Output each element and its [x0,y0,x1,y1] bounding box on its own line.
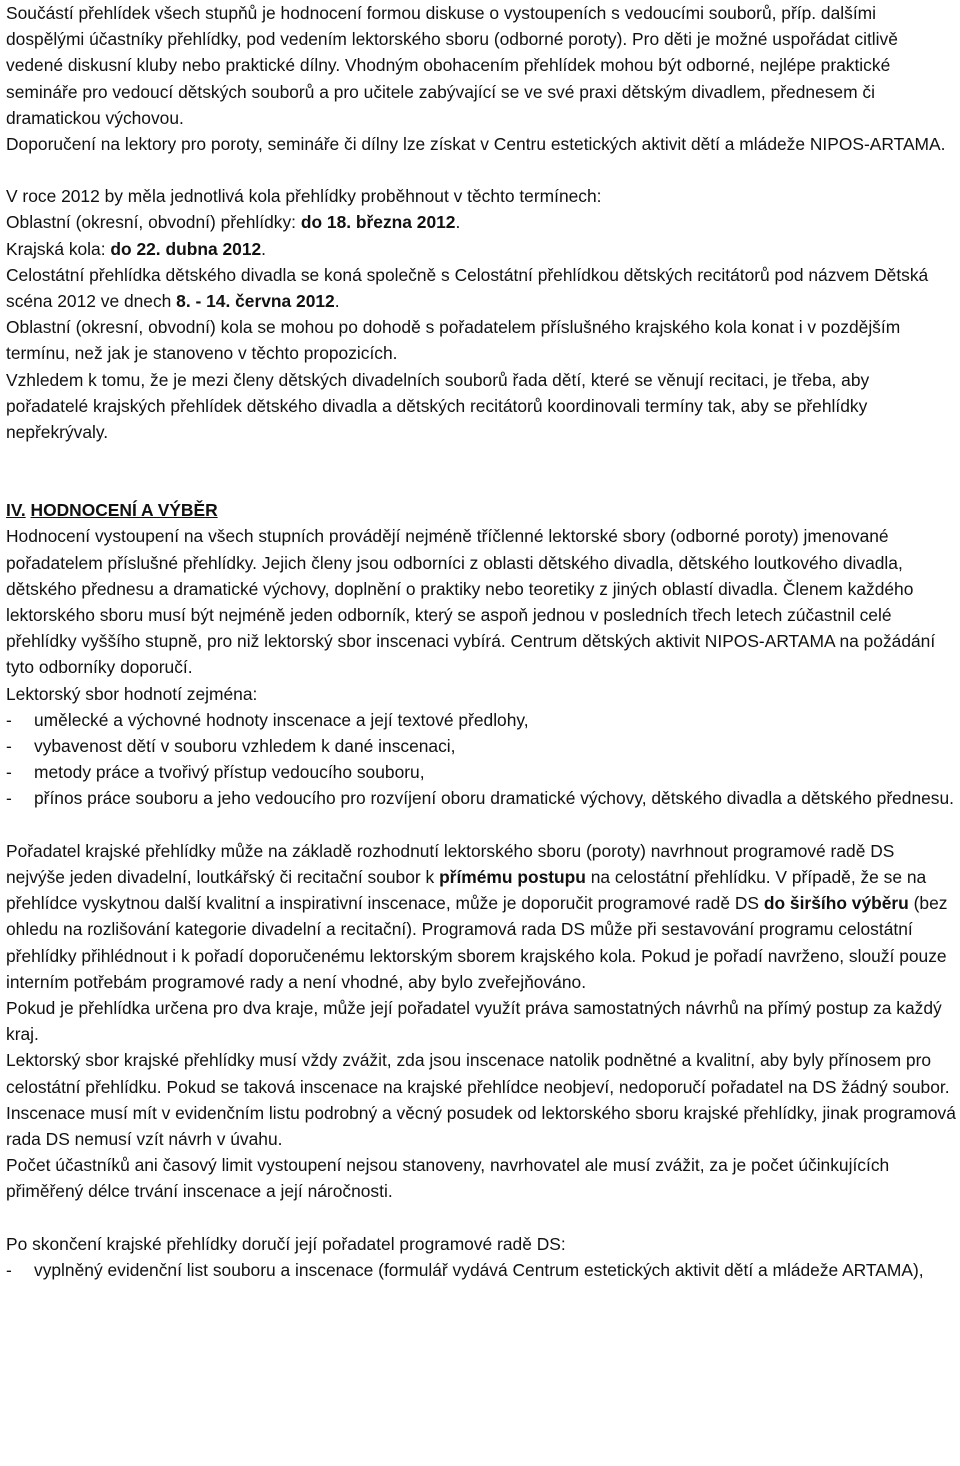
term-county [6,236,956,262]
paragraph-jury-consider: Lektorský sbor krajské přehlídky musí vždy zvážit, zda jsou inscenace natolik podnětné a kvalitní, aby byly přínosem pro celostátní přehlídku. Pokud se taková inscenace na krajské přehlídce neobjeví, nedoporučí pořadatel na DS žádný soubor. [6,1050,950,1097]
list-item-text: metody práce a tvořivý přístup vedoucího souboru, [34,762,425,783]
paragraph-terms-intro: V roce 2012 by měla jednotlivá kola přehlídky proběhnout v těchto termínech: [6,186,602,207]
nomination-wider-selection: do širšího výběru [763,893,909,914]
paragraph-two-regions: Pokud je přehlídka určena pro dva kraje, může její pořadatel využít práva samostatných návrhů na přímý postup za každý kraj. [6,997,942,1045]
list-item [6,1257,956,1283]
list-item [6,707,956,733]
paragraph-regional-later: Oblastní (okresní, obvodní) kola se mohou po dohodě s pořadatelem příslušného krajského kola konat i v pozdějším termínu, než jak je stanoveno v těchto propozicích. [6,317,901,364]
term-county-date: do 22. dubna 2012 [110,238,262,259]
paragraph-coordination: Vzhledem k tomu, že je mezi členy dětských divadelních souborů řada dětí, které se věnují recitaci, je třeba, aby pořadatelé krajských přehlídek dětského divadla a dětských recitátorů koordinovali termíny tak, aby se přehlídky nepřekrývaly. [6,369,870,443]
list-dash: - [6,1259,12,1280]
list-item-text: umělecké a výchovné hodnoty inscenace a její textové předlohy, [34,709,529,730]
term-county-end: . [261,238,267,259]
section-number: IV. [6,500,26,521]
list-item-text: vybavenost dětí v souboru vzhledem k dané inscenaci, [34,736,456,757]
term-regional-label: Oblastní (okresní, obvodní) přehlídky: [6,212,301,233]
deliverables-list [6,1257,956,1283]
list-dash: - [6,709,12,730]
criteria-list [6,707,956,812]
nomination-text-3: (bez ohledu na rozlišování kategorie divadelní a recitační). Programová rada DS může při sestavování programu celostátní přehlídky přihlédnout i k pořadí doporučenému lektorským sborem krajského kola. Pokud je pořadí navrženo, slouží pouze interním potřebám programové rady a není vhodné, aby bylo zveřejňováno. [6,893,948,992]
spacer [6,445,956,497]
term-national-text: Celostátní přehlídka dětského divadla se koná společně s Celostátní přehlídkou dětských recitátorů pod názvem Dětská scéna 2012 ve dnech [6,264,929,312]
paragraph-nomination [6,838,956,995]
list-item [6,785,956,811]
paragraph-jury-composition: Hodnocení vystoupení na všech stupních provádějí nejméně tříčlenné lektorské sbory (odborné poroty) jmenované pořadatelem příslušné přehlídky. Jejich členy jsou odborníci z oblasti dětského divadla, dětského loutkového divadla, dětského přednesu a dramatické výchovy, doplnění o praktiky nebo teoretiky z jiných oblastí divadla. Členem každého lektorského sboru musí být nejméně jeden odborník, který se aspoň jednou v posledních třech letech zúčastnil celé přehlídky vyššího stupně, pro niž lektorský sbor inscenaci vybírá. Centrum dětských aktivit NIPOS-ARTAMA na požádání tyto odborníky doporučí. [6,526,936,678]
document-page [6,0,956,1283]
nomination-text-2: na celostátní přehlídku. V případě, že se na přehlídce vyskytnou další kvalitní a inspirativní inscenace, může je doporučit programové radě DS [6,866,927,914]
term-regional-end: . [455,212,461,233]
nomination-direct-advance: přímému postupu [439,866,586,887]
term-national-end: . [334,291,340,312]
paragraph-criteria-intro: Lektorský sbor hodnotí zejména: [6,683,258,704]
term-regional [6,209,956,235]
paragraph-lecturer-recommendation: Doporučení na lektory pro poroty, semináře či dílny lze získat v Centru estetických aktivit dětí a mládeže NIPOS-ARTAMA. [6,134,946,155]
list-item-text: vyplněný evidenční list souboru a inscenace (formulář vydává Centrum estetických aktivit dětí a mládeže ARTAMA), [34,1259,924,1280]
nomination-text-1: Pořadatel krajské přehlídky může na základě rozhodnutí lektorského sboru (poroty) navrhnout programové radě DS nejvýše jeden divadelní, loutkářský či recitační soubor k [6,840,895,887]
section-heading [6,497,956,523]
section-title: HODNOCENÍ A VÝBĚR [30,500,218,521]
term-national-date: 8. - 14. června 2012 [176,291,335,312]
paragraph-after-intro: Po skončení krajské přehlídky doručí její pořadatel programové radě DS: [6,1233,566,1254]
list-dash: - [6,788,12,809]
paragraph-evaluation-discussion: Součástí přehlídek všech stupňů je hodnocení formou diskuse o vystoupeních s vedoucími souborů, příp. dalšími dospělými účastníky přehlídky, pod vedením lektorského sboru (odborné poroty). Pro děti je možné uspořádat citlivě vedené diskusní kluby nebo praktické dílny. Vhodným obohacením přehlídek mohou být odborné, nejlépe praktické semináře pro vedoucí dětských souborů a pro učitele zabývající se ve své praxi dětským divadlem, přednesem či dramatickou výchovou. [6,3,898,128]
list-dash: - [6,762,12,783]
paragraph-record-sheet: Inscenace musí mít v evidenčním listu podrobný a věcný posudek od lektorského sboru krajské přehlídky, jinak programová rada DS nemusí vzít návrh v úvahu. [6,1102,956,1149]
term-national [6,262,956,314]
term-regional-date: do 18. března 2012 [300,212,456,233]
spacer [6,1205,956,1231]
term-county-label: Krajská kola: [6,238,111,259]
spacer [6,812,956,838]
list-item-text: přínos práce souboru a jeho vedoucího pro rozvíjení oboru dramatické výchovy, dětského divadla a dětského přednesu. [34,788,955,809]
list-dash: - [6,736,12,757]
list-item [6,733,956,759]
paragraph-participants-limit: Počet účastníků ani časový limit vystoupení nejsou stanoveny, navrhovatel ale musí zvážit, za je počet účinkujících přiměřený délce trvání inscenace a její náročnosti. [6,1155,890,1202]
spacer [6,157,956,183]
list-item [6,759,956,785]
